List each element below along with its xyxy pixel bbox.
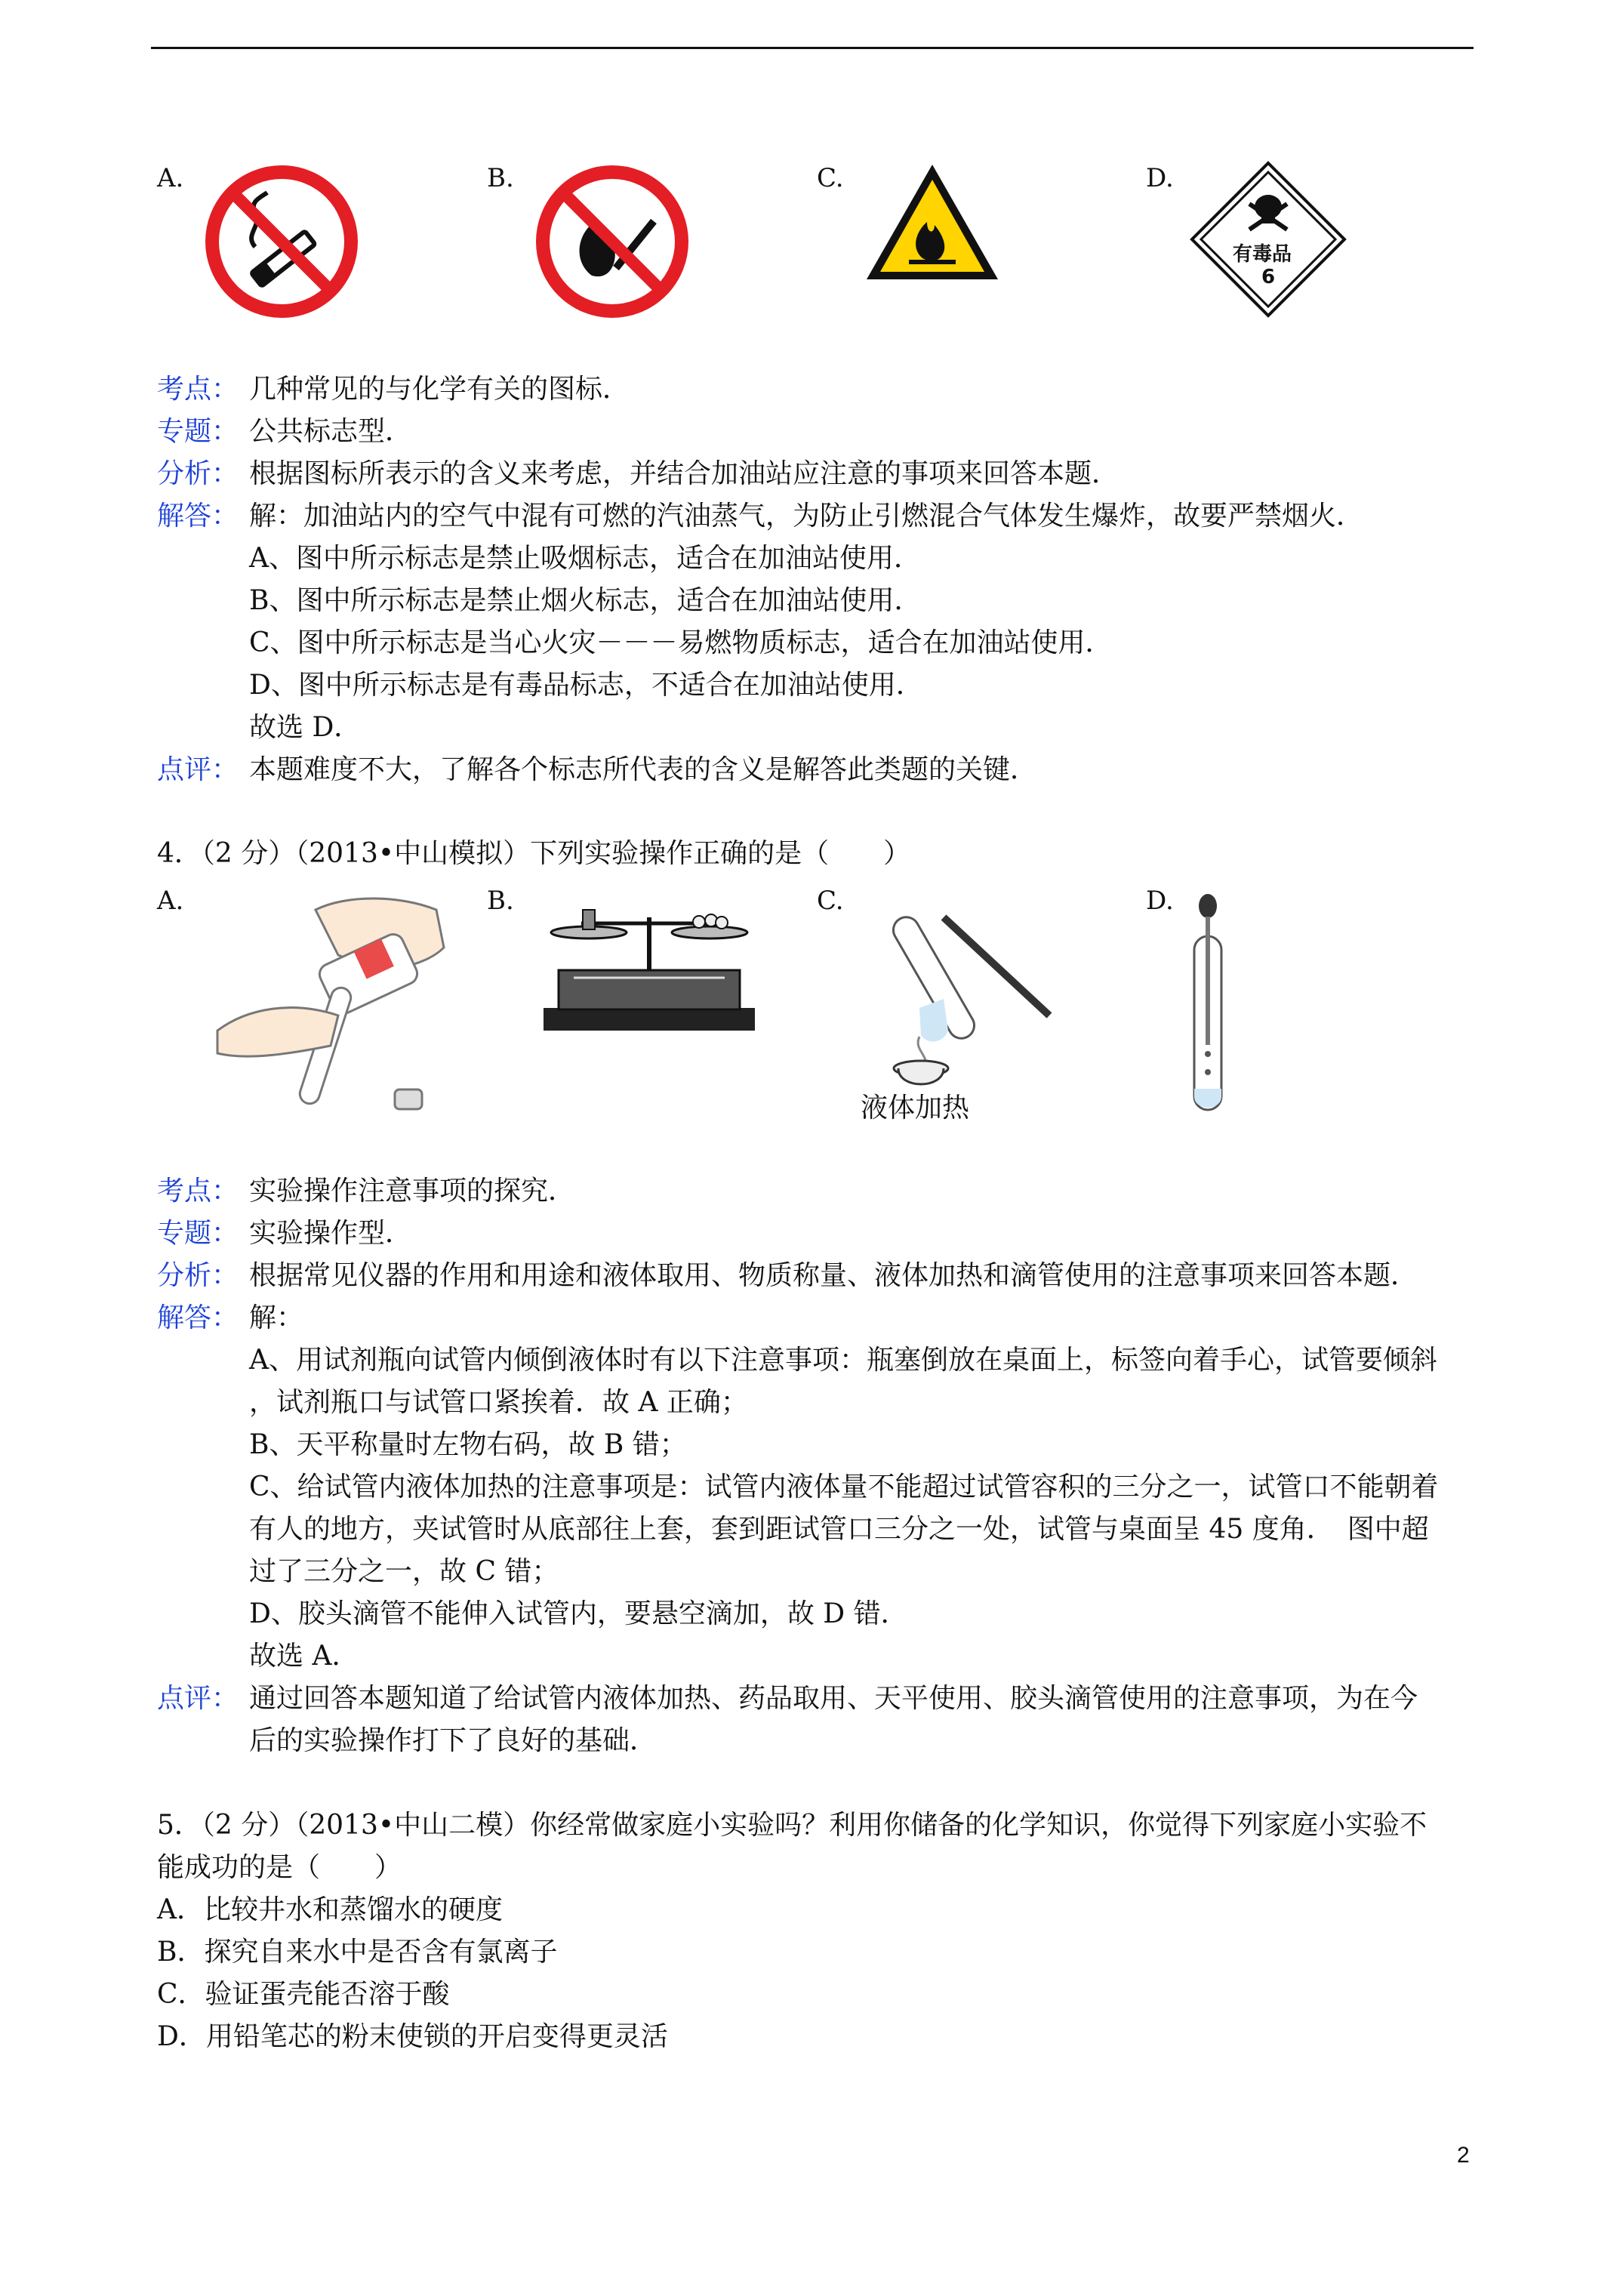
q5-choice-d: D．用铅笔芯的粉末使锁的开启变得更灵活 [157,2021,668,2052]
q4-fenxi-text: 根据常见仪器的作用和用途和液体取用、物质称量、液体加热和滴管使用的注意事项来回答本题． [249,1260,1418,1291]
q4-dianping-line: 通过回答本题知道了给试管内液体加热、药品取用、天平使用、胶头滴管使用的注意事项，为在今 [249,1683,1418,1714]
toxic-substance-sign [1189,160,1347,319]
q4-jieda-line: 有人的地方，夹试管时从底部往上套，套到距试管口三分之一处，试管与桌面呈 45 度角． 图中超 [249,1514,1429,1545]
jieda-line: C、图中所示标志是当心火灾－－－易燃物质标志，适合在加油站使用． [249,627,1113,658]
question-5-stem-line: 能成功的是（ ） [157,1852,402,1883]
q5-choice-c: C．验证蛋壳能否溶于酸 [157,1979,450,2010]
q4-jieda-line: 解： [249,1302,304,1333]
q4-jieda-line: 故选 A． [249,1641,359,1672]
toxic-sign-class-number: 6 [1261,266,1276,288]
no-open-flame-sign-icon [533,162,691,321]
q4-option-c-label: C. [817,886,844,916]
q4-dianping-label: 点评： [157,1683,239,1714]
q5-choice-a: A．比较井水和蒸馏水的硬度 [157,1894,503,1925]
q4-jieda-line: D、胶头滴管不能伸入试管内，要悬空滴加，故 D 错． [249,1598,908,1629]
q4-jieda-line: C、给试管内液体加热的注意事项是：试管内液体量不能超过试管容积的三分之一，试管口不能朝着 [249,1472,1439,1502]
no-smoking-sign-icon [202,162,361,321]
q4-jieda-line: B、天平称量时左物右码，故 B 错； [249,1429,687,1460]
dianping-label: 点评： [157,754,239,785]
zhuanti-text: 公共标志型． [249,416,413,447]
q4-jieda-line: 过了三分之一，故 C 错； [249,1556,559,1587]
q4-option-d-label: D. [1146,886,1174,916]
jieda-line: B、图中所示标志是禁止烟火标志，适合在加油站使用． [249,585,922,616]
balance-scale-illustration-icon [528,887,770,1038]
jieda-line: 故选 D． [249,712,362,743]
q4-option-c-caption: 液体加热 [861,1093,970,1123]
option-c-label: C. [817,163,844,193]
flammable-warning-sign-icon [861,159,1004,287]
jieda-line: 解：加油站内的空气中混有可燃的汽油蒸气，为防止引燃混合气体发生爆炸，故要严禁烟火． [249,501,1364,532]
jieda-line: D、图中所示标志是有毒品标志，不适合在加油站使用． [249,670,923,701]
fenxi-label: 分析： [157,458,239,489]
q4-zhuanti-text: 实验操作型． [249,1218,413,1249]
option-a-label: A. [157,163,184,193]
q4-zhuanti-label: 专题： [157,1218,239,1249]
dropper-in-test-tube-illustration-icon [1185,891,1230,1117]
kaodian-text: 几种常见的与化学有关的图标． [249,374,630,405]
question-5-stem-line: 5．（2 分）（2013•中山二模）你经常做家庭小实验吗？利用你储备的化学知识，你觉得下列家庭小实验不 [157,1810,1427,1841]
kaodian-label: 考点： [157,374,239,405]
fenxi-text: 根据图标所表示的含义来考虑，并结合加油站应注意的事项来回答本题． [249,458,1119,489]
q5-choice-b: B．探究自来水中是否含有氯离子 [157,1937,558,1968]
jieda-line: A、图中所示标志是禁止吸烟标志，适合在加油站使用． [249,543,921,574]
q4-jieda-line: ，试剂瓶口与试管口紧挨着．故 A 正确； [249,1387,748,1418]
option-d-label: D. [1146,163,1174,193]
q4-jieda-line: A、用试剂瓶向试管内倾倒液体时有以下注意事项：瓶塞倒放在桌面上，标签向着手心，试管要倾斜 [249,1345,1437,1376]
option-b-label: B. [487,163,514,193]
header-rule [151,47,1474,49]
q4-option-a-label: A. [157,886,184,916]
q4-fenxi-label: 分析： [157,1260,239,1291]
q4-jieda-label: 解答： [157,1302,239,1333]
q4-option-b-label: B. [487,886,514,916]
q4-kaodian-text: 实验操作注意事项的探究． [249,1176,576,1207]
q4-kaodian-label: 考点： [157,1176,239,1207]
q4-dianping-line: 后的实验操作打下了良好的基础． [249,1725,658,1756]
toxic-sign-text: 有毒品 [1233,243,1292,266]
jieda-label: 解答： [157,501,239,532]
dianping-text: 本题难度不大，了解各个标志所代表的含义是解答此类题的关键． [249,754,1038,785]
zhuanti-label: 专题： [157,416,239,447]
question-4-stem: 4．（2 分）（2013•中山模拟）下列实验操作正确的是（ ） [157,838,911,869]
page-number: 2 [1457,2143,1470,2168]
heating-test-tube-illustration-icon [853,887,1064,1091]
pouring-liquid-illustration-icon [202,887,459,1121]
